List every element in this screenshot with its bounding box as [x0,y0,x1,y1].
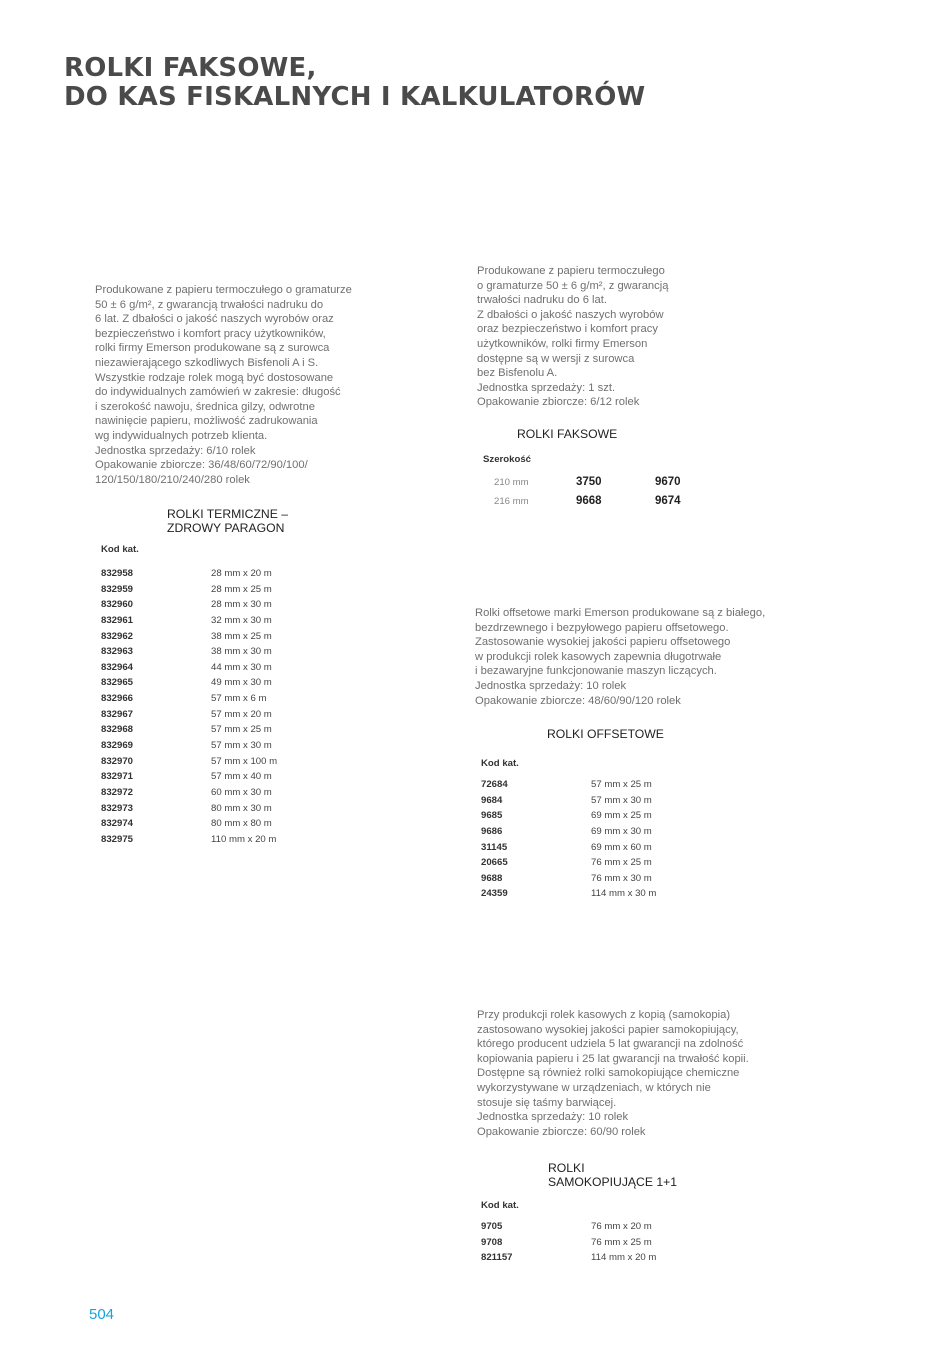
catalog-code: 832973 [101,802,134,814]
catalog-code: 9705 [481,1221,503,1232]
thermal-section-title: ROLKI TERMICZNE – ZDROWY PARAGON [167,507,288,535]
roll-size: 76 mm x 25 m [591,857,652,869]
page-number: 504 [89,1306,115,1323]
page-title-line-2: DO KAS FISKALNYCH I KALKULATORÓW [64,82,646,112]
catalog-code: 832965 [101,677,134,689]
catalog-code: 20665 [481,857,508,869]
table-row [494,473,714,492]
roll-size: 38 mm x 25 m [211,630,272,642]
roll-size: 76 mm x 30 m [591,872,652,884]
catalog-code: 3750 [576,476,602,488]
roll-size: 76 mm x 20 m [591,1221,652,1232]
catalog-code: 9674 [655,495,681,507]
roll-size: 57 mm x 40 m [211,771,272,783]
carbonless-description: Przy produkcji rolek kasowych z kopią (samokopia) zastosowano wysokiej jakości papier samokopiujący, którego producent udziela 5 lat gwarancji na zdolność kopiowania papieru i 25 lat gwarancji na trwałość kopii. Dostępne są również rolki samokopiujące chemiczne wykorzystywane w urządzeniach, w których nie stosuje się taśmy barwiącej. Jednostka sprzedaży: 10 rolek Opakowanie zbiorcze: 60/90 rolek [477,1009,749,1138]
roll-size: 57 mm x 30 m [211,740,272,752]
catalog-code: 9684 [481,794,503,806]
catalog-code: 832971 [101,771,134,783]
thermal-description: Produkowane z papieru termoczułego o gramaturze 50 ± 6 g/m², z gwarancją trwałości nadruku do 6 lat. Z dbałości o jakość naszych wyrobów oraz bezpieczeństwo i komfort pracy użytkowników, rolki firmy Emerson produkowane są z surowca niezawierającego szkodliwych Bisfenoli A i S. Wszystkie rodzaje rolek mogą być dostosowane do indywidualnych zamówień w zakresie: długość i szerokość nawoju, średnica gilzy, odwrotne nawinięcie papieru, możliwość zadrukowania wg indywidualnych potrzeb klienta. Jednostka sprzedaży: 6/10 rolek Opakowanie zbiorcze: 36/48/60/72/90/100/ 120/150/180/210/240/280 rolek [95,284,352,486]
roll-size: 114 mm x 20 m [591,1252,657,1264]
roll-size: 76 mm x 25 m [591,1236,652,1248]
catalog-code: 821157 [481,1252,513,1264]
roll-size: 114 mm x 30 m [591,888,657,900]
catalog-code: 832974 [101,818,134,830]
roll-size: 38 mm x 30 m [211,646,272,658]
catalog-code: 832960 [101,599,134,611]
offset-description: Rolki offsetowe marki Emerson produkowane są z białego, bezdrzewnego i bezpyłowego papieru offsetowego. Zastosowanie wysokiej jakości papieru offsetowego w produkcji rolek kasowych zapewnia długotrwałe i bezawaryjne funkcjonowanie maszyn liczących. Jednostka sprzedaży: 10 rolek Opakowanie zbiorcze: 48/60/90/120 rolek [475,607,766,707]
catalog-code: 24359 [481,888,508,900]
catalog-code: 832961 [101,614,134,626]
roll-size: 28 mm x 25 m [211,583,272,595]
page-title [64,54,645,112]
catalog-code: 9685 [481,810,503,822]
catalog-code: 832962 [101,630,134,642]
roll-size: 69 mm x 25 m [591,810,652,822]
roll-width: 216 mm [494,496,529,507]
catalog-code: 832968 [101,724,134,736]
roll-size: 80 mm x 80 m [211,818,272,830]
catalog-code: 832959 [101,583,134,595]
carbonless-code-header: Kod kat. [481,1200,519,1211]
fax-width-header: Szerokość [483,454,531,465]
catalog-code: 9670 [655,476,681,488]
fax-section-title: ROLKI FAKSOWE [517,427,618,441]
carbonless-section-title: ROLKI SAMOKOPIUJĄCE 1+1 [548,1161,678,1189]
roll-size: 32 mm x 30 m [211,614,272,626]
roll-size: 28 mm x 30 m [211,599,272,611]
roll-size: 110 mm x 20 m [211,833,277,845]
roll-size: 69 mm x 60 m [591,841,652,853]
roll-size: 44 mm x 30 m [211,661,272,673]
catalog-code: 832970 [101,755,134,767]
roll-size: 49 mm x 30 m [211,677,272,689]
thermal-code-header: Kod kat. [101,544,139,555]
roll-size: 57 mm x 25 m [591,779,652,790]
catalog-code: 832972 [101,786,134,798]
table-row [494,492,714,511]
roll-width: 210 mm [494,477,529,488]
roll-size: 60 mm x 30 m [211,786,272,798]
catalog-code: 832963 [101,646,134,658]
roll-size: 28 mm x 20 m [211,568,272,579]
catalog-code: 9686 [481,825,503,837]
catalog-code: 832966 [101,693,134,705]
catalog-code: 31145 [481,841,508,853]
roll-size: 57 mm x 6 m [211,693,267,705]
offset-code-header: Kod kat. [481,758,519,769]
roll-size: 57 mm x 30 m [591,794,652,806]
roll-size: 57 mm x 100 m [211,755,278,767]
page-title-line-1: ROLKI FAKSOWE, [64,53,317,83]
catalog-code: 9668 [576,495,602,507]
fax-description: Produkowane z papieru termoczułego o gramaturze 50 ± 6 g/m², z gwarancją trwałości nadruku do 6 lat. Z dbałości o jakość naszych wyrobów oraz bezpieczeństwo i komfort pracy użytkowników, rolki firmy Emerson dostępne są w wersji z surowca bez Bisfenolu A. Jednostka sprzedaży: 1 szt. Opakowanie zbiorcze: 6/12 rolek [477,265,669,409]
catalog-code: 9688 [481,872,503,884]
roll-size: 69 mm x 30 m [591,825,652,837]
catalog-code: 832958 [101,568,134,579]
catalog-code: 832969 [101,740,134,752]
catalog-code: 832964 [101,661,134,673]
roll-size: 57 mm x 25 m [211,724,272,736]
roll-size: 57 mm x 20 m [211,708,272,720]
catalog-code: 832975 [101,833,134,845]
catalog-code: 9708 [481,1236,503,1248]
catalog-code: 832967 [101,708,134,720]
catalog-code: 72684 [481,779,508,790]
offset-section-title: ROLKI OFFSETOWE [547,727,664,741]
roll-size: 80 mm x 30 m [211,802,272,814]
